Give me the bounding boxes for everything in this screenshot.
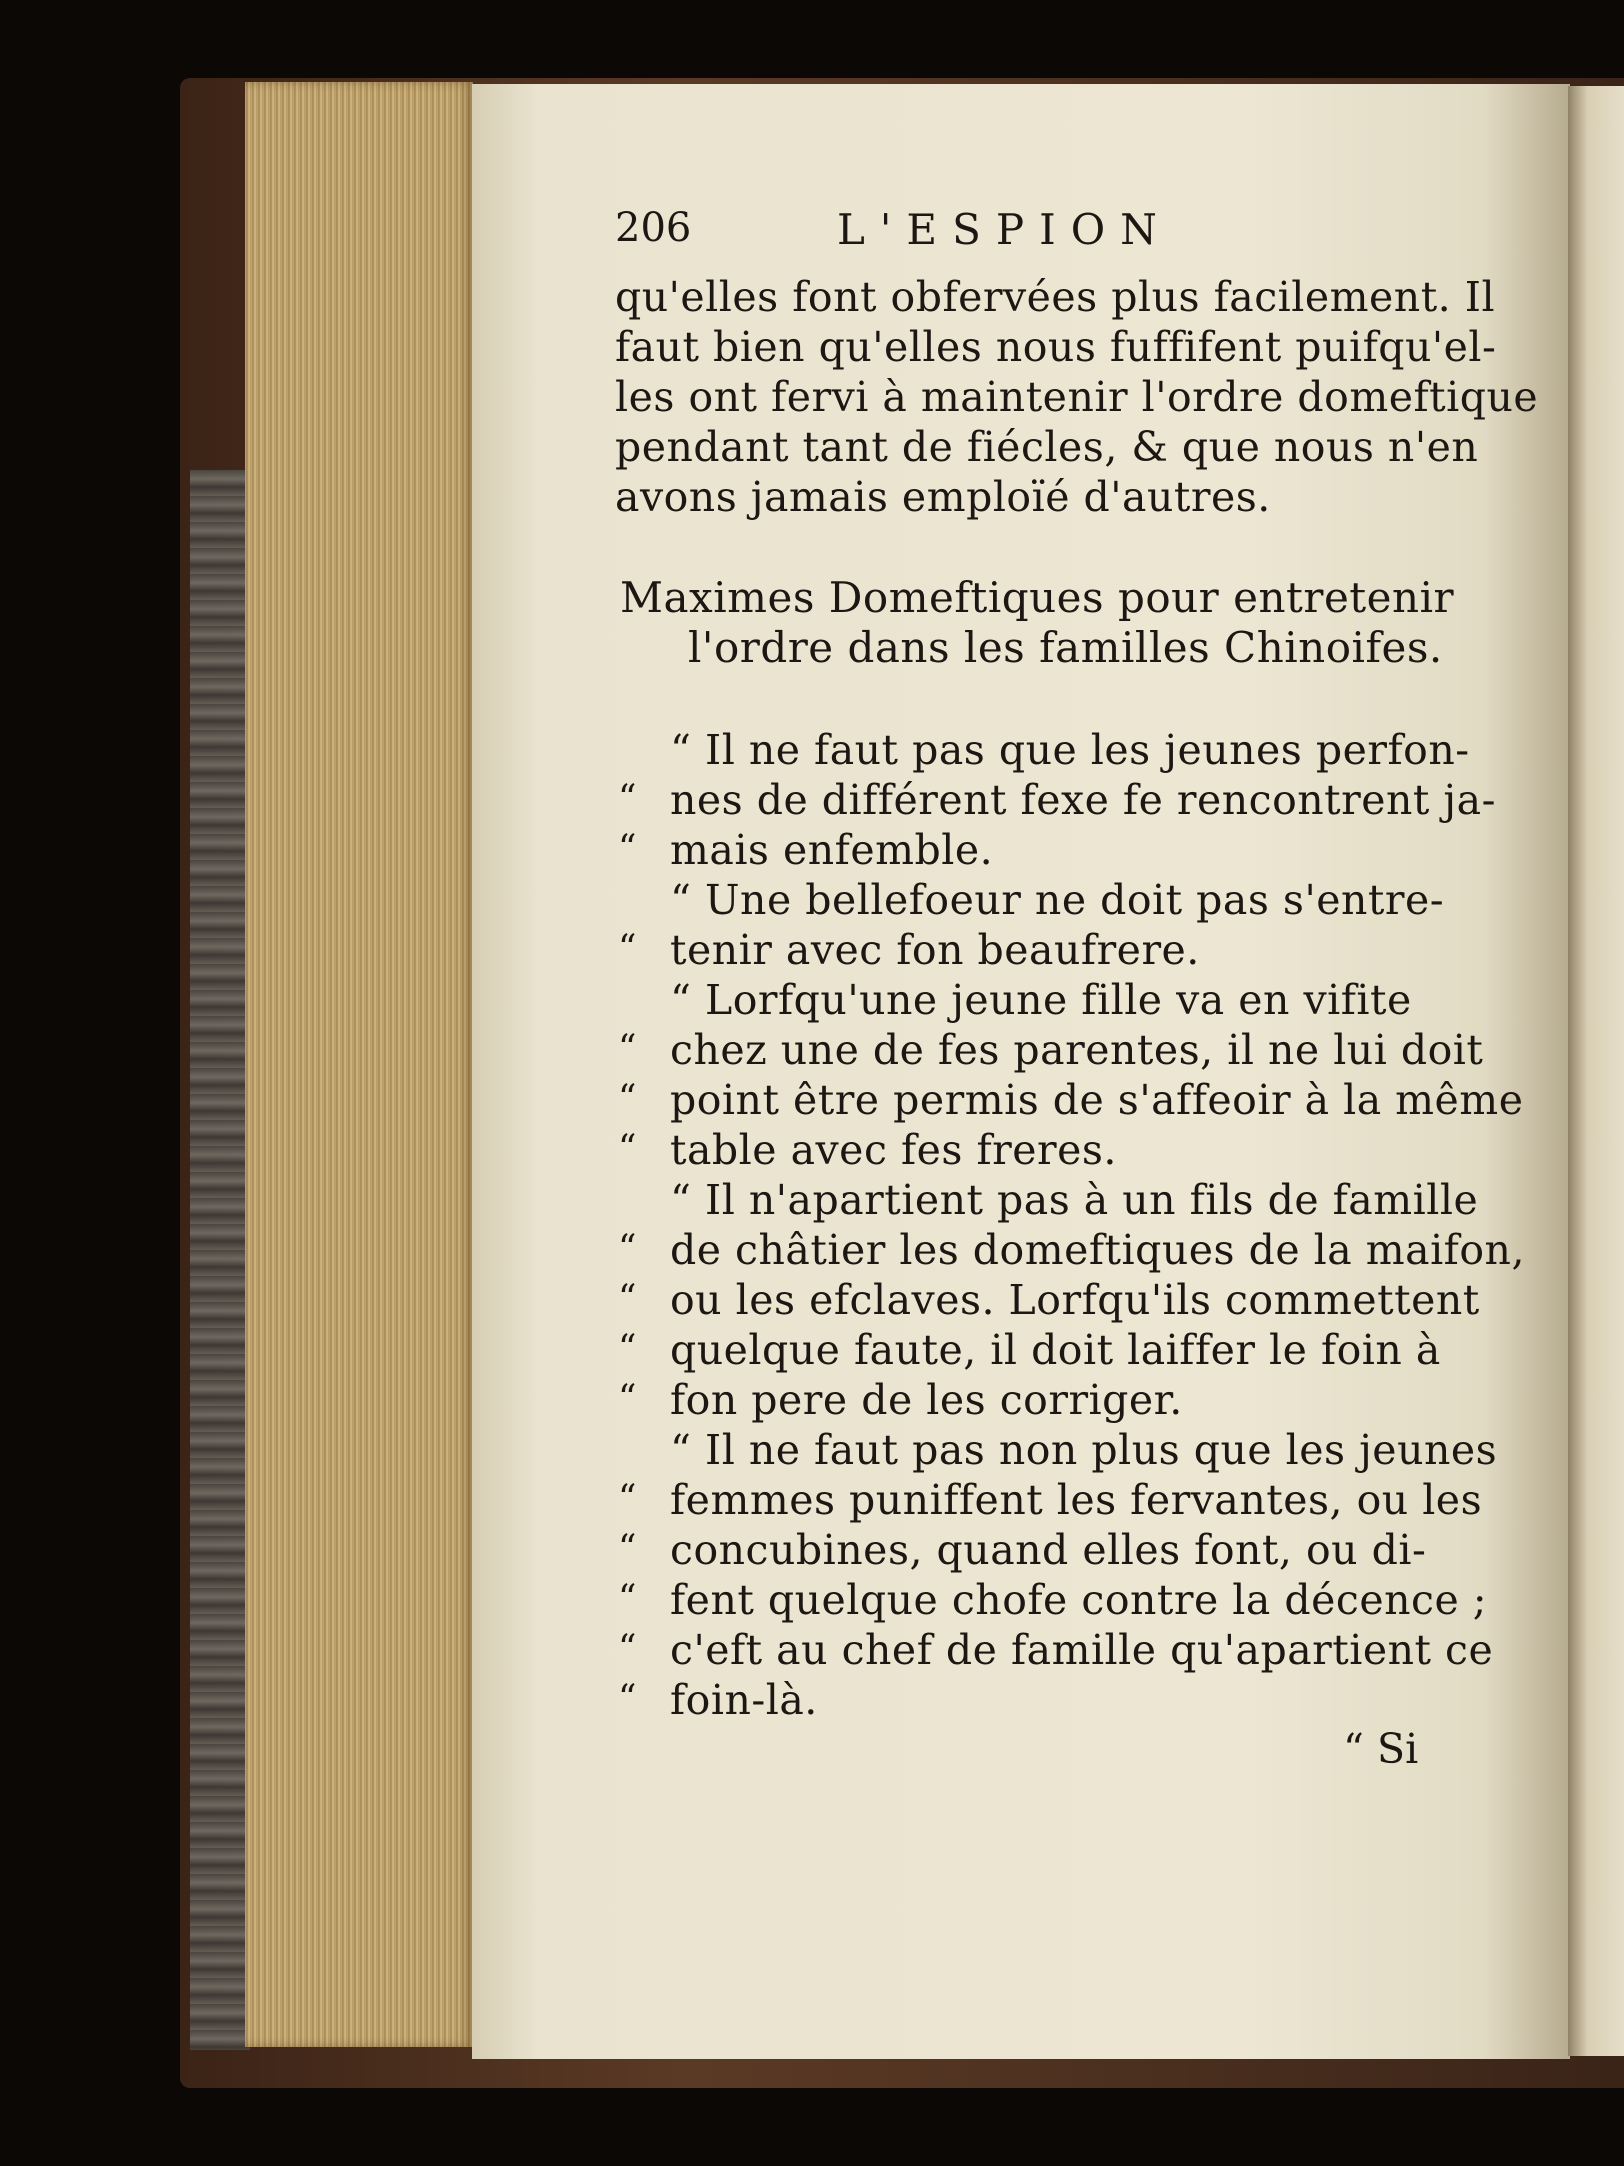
section-heading: Maximes Domeftiques pour entretenir [620, 573, 1455, 622]
maxim-line: table avec fes freres. [670, 1126, 1117, 1174]
paragraph-line: les ont fervi à maintenir l'ordre domeftique [615, 373, 1539, 421]
running-head [615, 205, 1455, 265]
maxim-line: mais enfemble. [670, 826, 994, 874]
maxim-line: concubines, quand elles font, ou di- [670, 1526, 1427, 1574]
quote-marker: “ [618, 1478, 637, 1519]
quote-marker: “ [618, 1228, 637, 1269]
quote-marker: “ [618, 1628, 637, 1669]
maxim-line: nes de différent fexe fe rencontrent ja- [670, 776, 1496, 824]
quote-marker: “ [618, 928, 637, 969]
quote-marker: “ [618, 1278, 637, 1319]
maxim-line: tenir avec fon beaufrere. [670, 926, 1200, 974]
paragraph-line: avons jamais emploïé d'autres. [615, 473, 1271, 521]
maxim-line: fent quelque chofe contre la décence ; [670, 1576, 1488, 1624]
maxim-line: fon pere de les corriger. [670, 1376, 1183, 1424]
quote-marker: “ [618, 1078, 637, 1119]
maxim-line: “ Il n'apartient pas à un fils de famille [670, 1176, 1479, 1224]
quote-marker: “ [618, 1678, 637, 1719]
maxim-line: c'eft au chef de famille qu'apartient ce [670, 1626, 1494, 1674]
maxim-line: femmes puniffent les fervantes, ou les [670, 1476, 1483, 1524]
maxim-line: “ Lorfqu'une jeune fille va en vifite [670, 976, 1412, 1024]
maxim-line: de châtier les domeftiques de la maifon, [670, 1226, 1525, 1274]
paragraph-line: pendant tant de fiécles, & que nous n'en [615, 423, 1479, 471]
quote-marker: “ [618, 778, 637, 819]
maxim-line: chez une de fes parentes, il ne lui doit [670, 1026, 1484, 1074]
quote-marker: “ [618, 1378, 637, 1419]
running-title: L'ESPION [837, 205, 1172, 254]
maxim-line: point être permis de s'affeoir à la même [670, 1076, 1524, 1124]
paragraph-line: faut bien qu'elles nous fuffifent puifqu'el- [615, 323, 1497, 371]
maxim-line: “ Une bellefoeur ne doit pas s'entre- [670, 876, 1445, 924]
paragraph-line: qu'elles font obfervées plus facilement. Il [615, 273, 1496, 321]
section-heading: l'ordre dans les familles Chinoifes. [688, 623, 1443, 672]
page-edges [245, 82, 473, 2047]
maxim-line: quelque faute, il doit laiffer le foin à [670, 1326, 1441, 1374]
maxim-line: foin-là. [670, 1676, 818, 1724]
marbled-cover [190, 470, 250, 2050]
quote-marker: “ [618, 1128, 637, 1169]
quote-marker: “ [618, 828, 637, 869]
page-number: 206 [615, 205, 692, 251]
maxim-line: “ Il ne faut pas que les jeunes perfon- [670, 726, 1470, 774]
quote-marker: “ [618, 1578, 637, 1619]
quote-marker: “ [618, 1328, 637, 1369]
maxim-line: ou les efclaves. Lorfqu'ils commettent [670, 1276, 1480, 1324]
quote-marker: “ [618, 1528, 637, 1569]
facing-page-edge [1568, 86, 1624, 2056]
maxim-line: “ Il ne faut pas non plus que les jeunes [670, 1426, 1498, 1474]
catchword: “ Si [1343, 1725, 1419, 1773]
quote-marker: “ [618, 1028, 637, 1069]
